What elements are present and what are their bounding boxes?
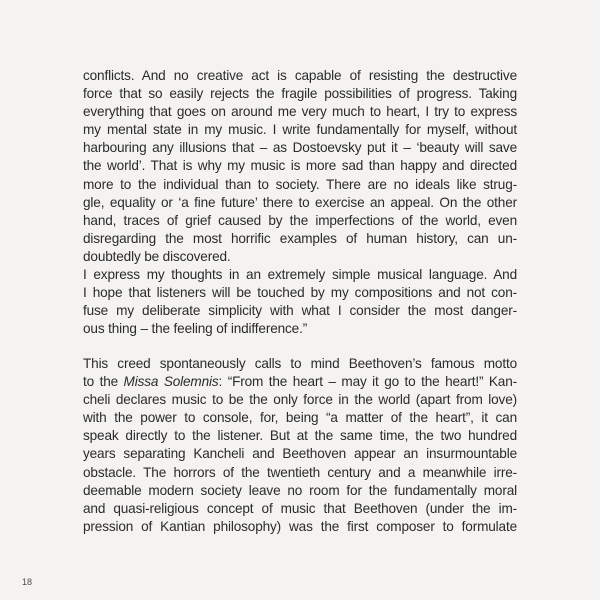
text-line: my mental state in my music. I write fundamentally for myself, without — [83, 122, 517, 138]
text-line: cheli declares music to be the only force in the world (apart from love) — [83, 392, 517, 408]
text-line: more to the individual than to society. There are no ideals like strug- — [83, 176, 517, 192]
text-line: ous thing – the feeling of indifference.” — [83, 321, 308, 337]
text-line — [83, 373, 517, 391]
text-line: I hope that listeners will be touched by my compositions and not con- — [83, 285, 517, 301]
text-line: force that so easily rejects the fragile possibilities of progress. Taking — [83, 86, 517, 102]
text-line: This creed spontaneously calls to mind Beethoven’s famous motto — [83, 356, 517, 371]
text-fragment: : “From the heart – may it go to the heart!” Kan- — [218, 374, 517, 390]
text-line: doubtedly be discovered. — [83, 248, 231, 264]
text-line: with the power to console, for, being “a matter of the heart”, it can — [83, 410, 517, 426]
text-line: and quasi-religious concept of music that Beethoven (under the im- — [83, 500, 517, 516]
text-line: the world’. That is why my music is more sad than happy and directed — [83, 158, 517, 174]
quote-paragraph — [83, 67, 517, 338]
text-line: deemable modern society leave no room for the fundamentally moral — [83, 482, 517, 498]
text-fragment: to the — [83, 374, 124, 390]
page-number: 18 — [22, 577, 33, 587]
text-line: obstacle. The horrors of the twentieth century and a meanwhile irre- — [83, 464, 517, 480]
text-line: years separating Kancheli and Beethoven appear an insurmountable — [83, 446, 517, 462]
body-paragraph — [83, 355, 517, 536]
text-line: conflicts. And no creative act is capable of resisting the destructive — [83, 68, 517, 83]
text-line: speak directly to the listener. But at the same time, the two hundred — [83, 428, 517, 444]
work-title: Missa Solemnis — [123, 374, 219, 390]
text-line: pression of Kantian philosophy) was the first composer to formulate — [83, 518, 517, 534]
text-line: harbouring any illusions that – as Dostoevsky put it – ‘beauty will save — [83, 140, 517, 156]
text-line: everything that goes on around me very much to heart, I try to express — [83, 104, 517, 120]
text-line: I express my thoughts in an extremely simple musical language. And — [83, 267, 517, 283]
text-line: disregarding the most horrific examples of human history, can un- — [83, 230, 517, 246]
text-line: gle, equality or ‘a fine future’ there to exercise an appeal. On the other — [83, 194, 517, 210]
text-line: hand, traces of grief caused by the imperfections of the world, even — [83, 212, 517, 228]
text-line: fuse my deliberate simplicity with what I consider the most danger- — [83, 303, 517, 319]
